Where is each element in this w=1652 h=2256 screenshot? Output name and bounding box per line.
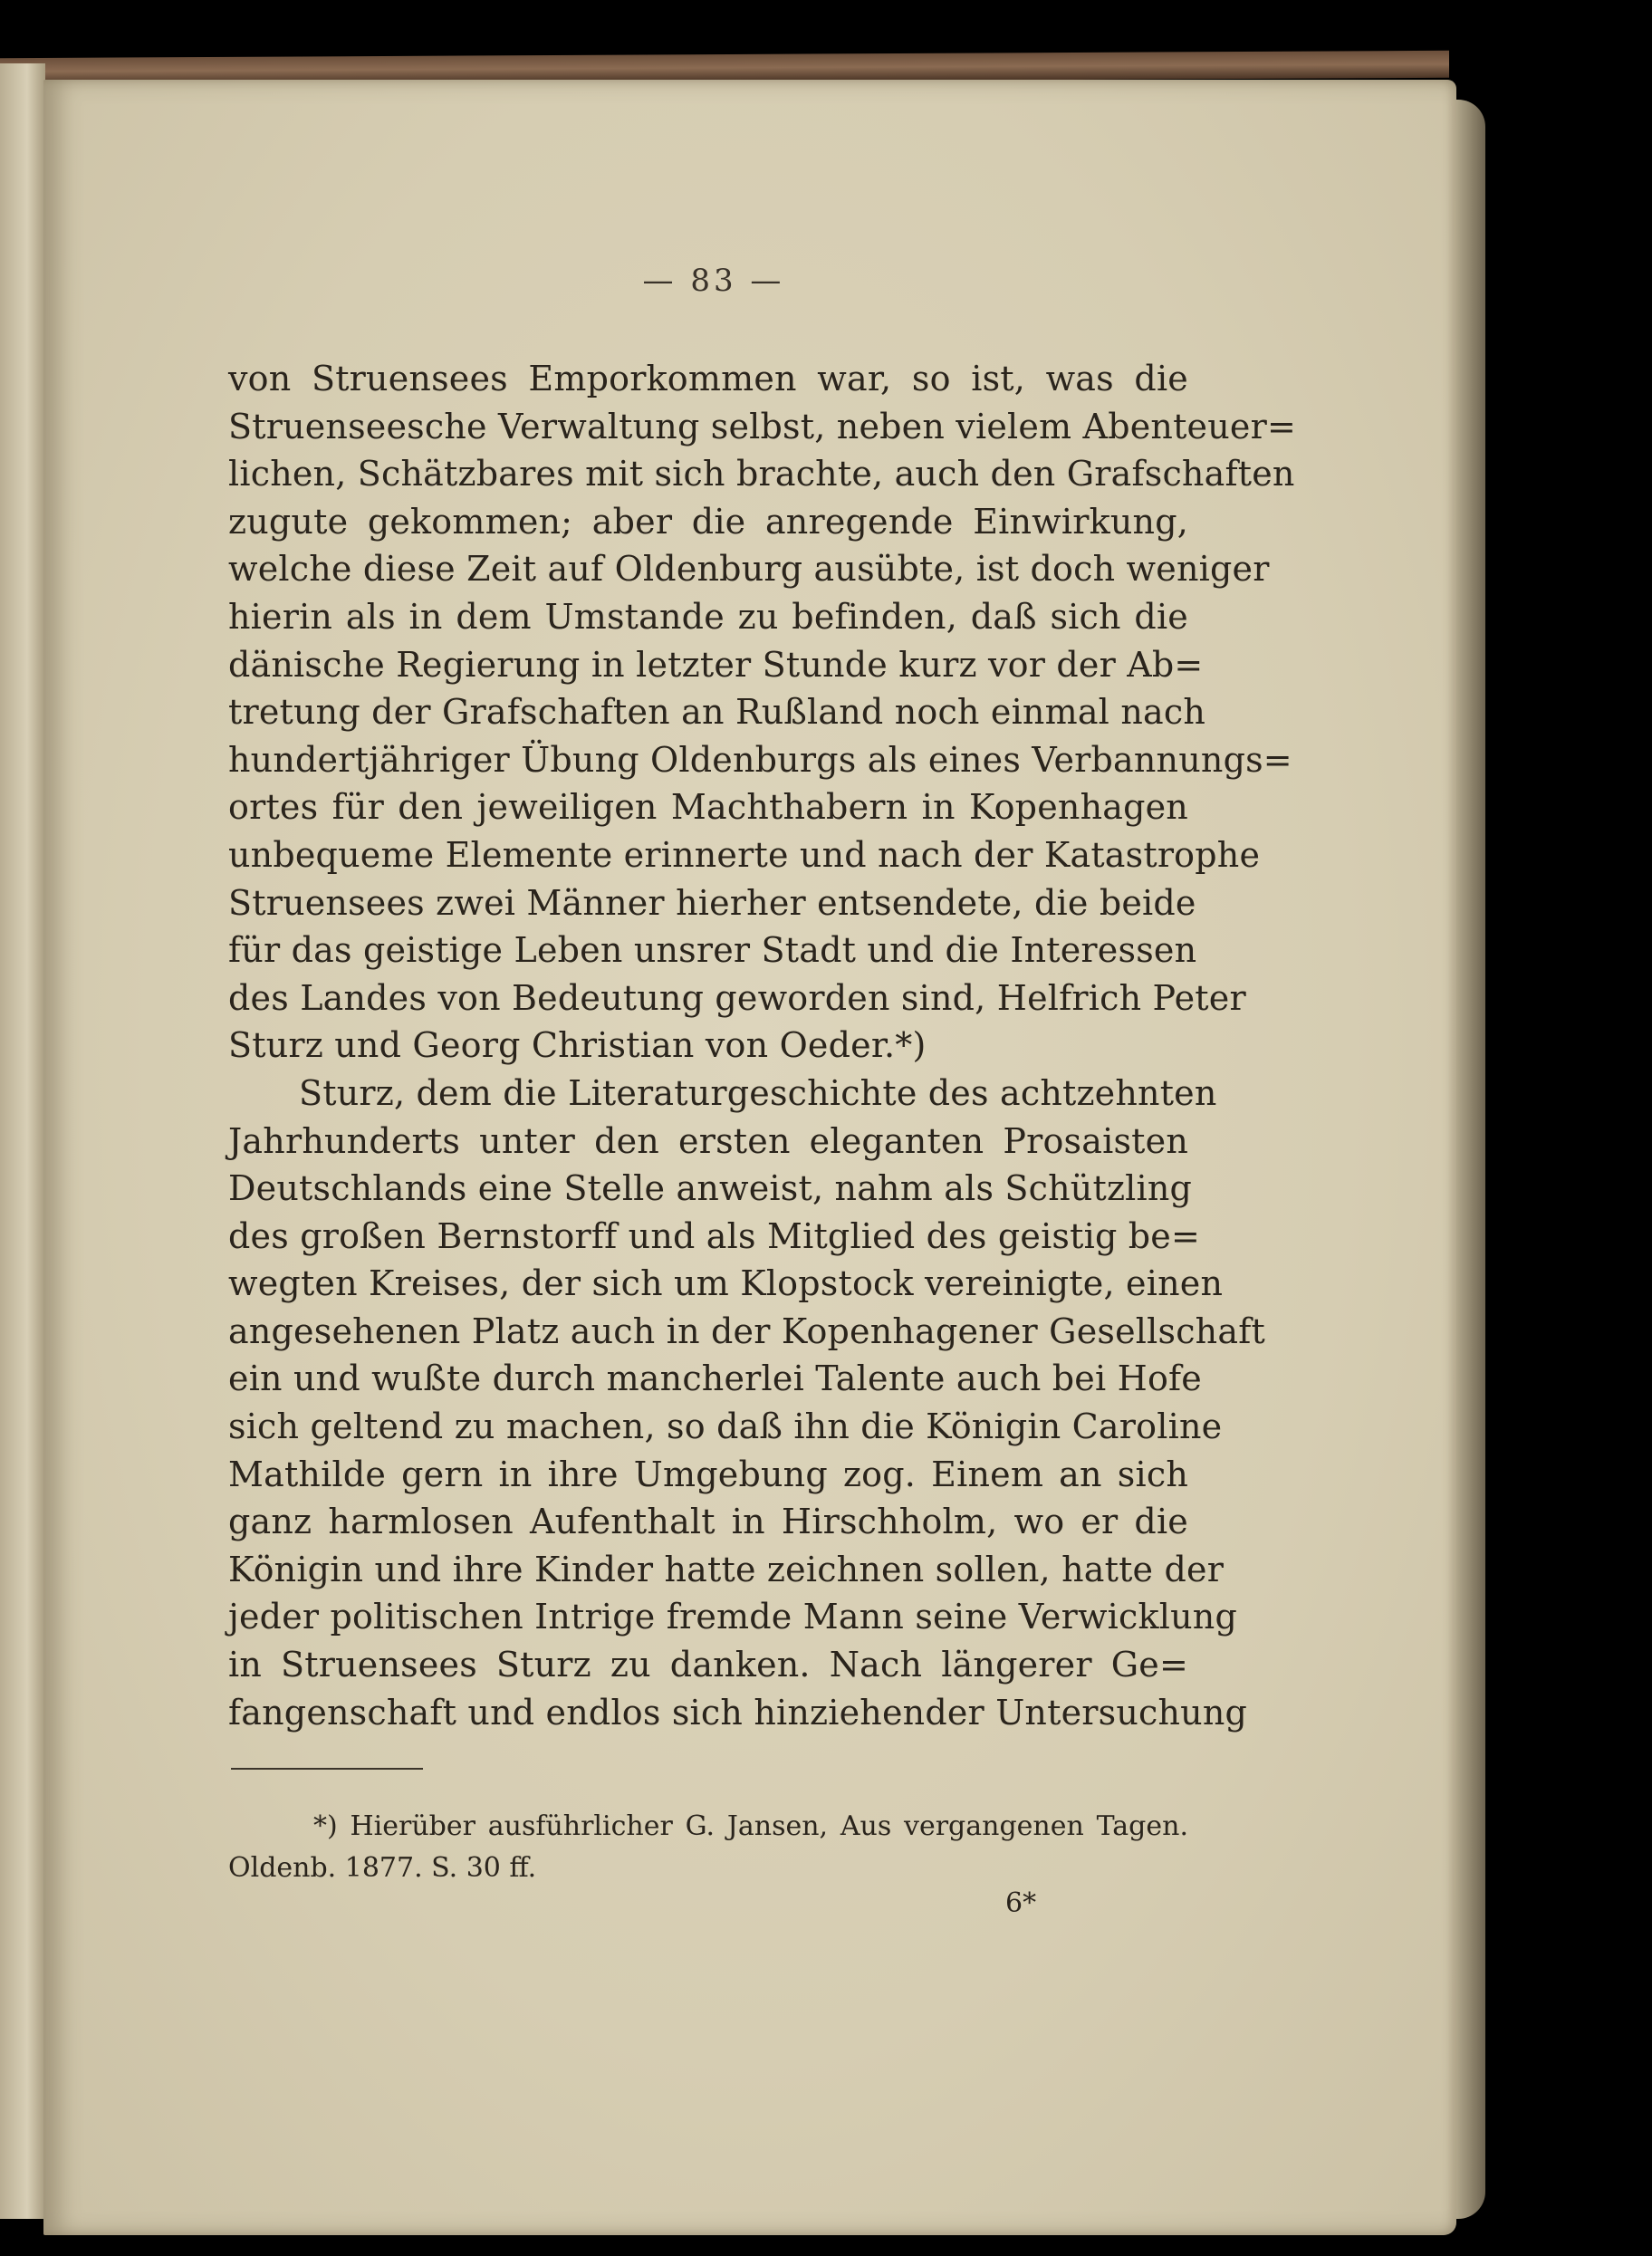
text-line: jeder politischen Intrige fremde Mann seine Verwicklung — [228, 1597, 1237, 1637]
text-line: ein und wußte durch mancherlei Talente auch bei Hofe — [228, 1358, 1202, 1399]
text-line: dänische Regierung in letzter Stunde kurz vor der Ab= — [228, 644, 1204, 685]
text-line: von Struensees Emporkommen war, so ist, was die — [228, 359, 1188, 398]
text-line: Sturz und Georg Christian von Oeder.*) — [228, 1025, 927, 1066]
text-line: Jahrhunderts unter den ersten eleganten Prosaisten — [228, 1120, 1188, 1161]
text-line: ganz harmlosen Aufenthalt in Hirschholm, wo er die — [228, 1502, 1188, 1542]
text-line: sich geltend zu machen, so daß ihn die Königin Caroline — [228, 1406, 1223, 1447]
text-line: fangenschaft und endlos sich hinziehender Untersuchung — [228, 1692, 1248, 1733]
text-line: für das geistige Leben unsrer Stadt und die Interessen — [228, 930, 1197, 971]
signature-mark: 6* — [1005, 1887, 1037, 1919]
body-text — [228, 355, 1297, 1736]
text-line: Königin und ihre Kinder hatte zeichnen sollen, hatte der — [228, 1549, 1225, 1589]
text-line: Deutschlands eine Stelle anweist, nahm als Schützling — [228, 1168, 1193, 1209]
text-line: Struensees zwei Männer hierher entsendete, die beide — [228, 882, 1196, 923]
text-line: tretung der Grafschaften an Rußland noch einmal nach — [228, 692, 1206, 733]
footnote-line: Oldenb. 1877. S. 30 ff. — [228, 1852, 537, 1884]
text-line: des Landes von Bedeutung geworden sind, Helfrich Peter — [228, 977, 1246, 1018]
page-number: — 83 — — [642, 263, 785, 299]
text-line: wegten Kreises, der sich um Klopstock vereinigte, einen — [228, 1263, 1224, 1304]
text-line: hierin als in dem Umstande zu befinden, daß sich die — [228, 596, 1188, 637]
text-line: in Struensees Sturz zu danken. Nach längerer Ge= — [228, 1645, 1188, 1685]
text-line: ortes für den jeweiligen Machthabern in Kopenhagen — [228, 787, 1188, 828]
previous-page-edge — [0, 63, 45, 2219]
text-line: Sturz, dem die Literaturgeschichte des achtzehnten — [299, 1072, 1217, 1113]
text-line: Mathilde gern in ihre Umgebung zog. Einem an sich — [228, 1454, 1188, 1494]
text-line: Struenseesche Verwaltung selbst, neben vielem Abenteuer= — [228, 406, 1297, 446]
footnote-divider — [231, 1768, 423, 1770]
text-line: hundertjähriger Übung Oldenburgs als eines Verbannungs= — [228, 739, 1292, 780]
footnote — [228, 1806, 1188, 1889]
footnote-line: *) Hierüber ausführlicher G. Jansen, Aus vergangenen Tagen. — [313, 1810, 1188, 1842]
text-line: zugute gekommen; aber die anregende Einwirkung, — [228, 501, 1188, 542]
text-line: welche diese Zeit auf Oldenburg ausübte, ist doch weniger — [228, 549, 1270, 590]
text-line: angesehenen Platz auch in der Kopenhagener Gesellschaft — [228, 1310, 1265, 1351]
text-line: unbequeme Elemente erinnerte und nach der Katastrophe — [228, 834, 1261, 875]
text-line: des großen Bernstorff und als Mitglied des geistig be= — [228, 1215, 1200, 1256]
text-line: lichen, Schätzbares mit sich brachte, auch den Grafschaften — [228, 454, 1295, 494]
